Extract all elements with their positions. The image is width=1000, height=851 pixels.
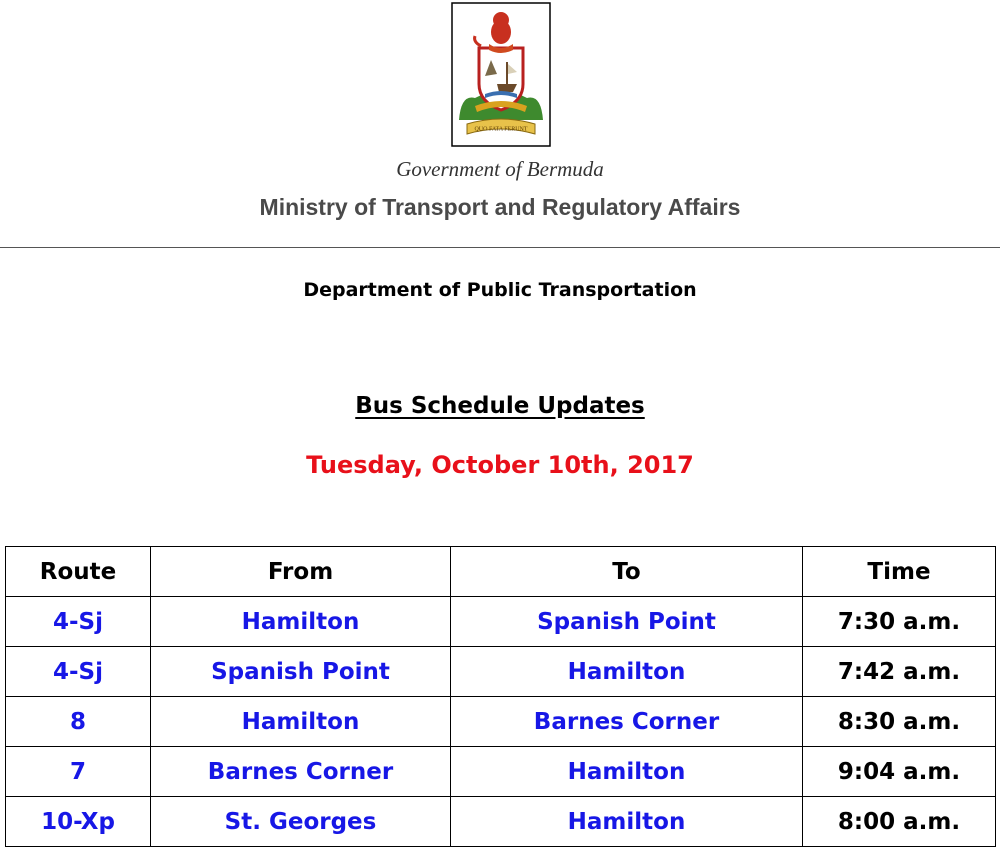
time-cell: 8:00 a.m. [803, 797, 996, 847]
to-cell: Hamilton [451, 797, 803, 847]
header-divider [0, 247, 1000, 248]
notice-title [0, 393, 1000, 419]
route-cell: 10-Xp [6, 797, 151, 847]
table-row [6, 747, 996, 797]
time-cell: 7:30 a.m. [803, 597, 996, 647]
route-cell: 8 [6, 697, 151, 747]
from-cell: Barnes Corner [151, 747, 451, 797]
from-cell: Spanish Point [151, 647, 451, 697]
table-header-row [6, 547, 996, 597]
from-cell: St. Georges [151, 797, 451, 847]
notice-title-text: Bus Schedule Updates [355, 393, 645, 419]
svg-text:QUO FATA FERUNT: QUO FATA FERUNT [474, 126, 528, 133]
column-header-time: Time [803, 547, 996, 597]
to-cell: Spanish Point [451, 597, 803, 647]
department-name: Department of Public Transportation [303, 279, 697, 301]
notice-date: Tuesday, October 10th, 2017 [306, 451, 694, 479]
route-cell: 4-Sj [6, 647, 151, 697]
bus-schedule-table [5, 546, 996, 847]
to-cell: Barnes Corner [451, 697, 803, 747]
time-cell: 7:42 a.m. [803, 647, 996, 697]
route-cell: 4-Sj [6, 597, 151, 647]
route-cell: 7 [6, 747, 151, 797]
time-cell: 9:04 a.m. [803, 747, 996, 797]
from-cell: Hamilton [151, 697, 451, 747]
column-header-to: To [451, 547, 803, 597]
table-row [6, 597, 996, 647]
table-row [6, 647, 996, 697]
government-name: Government of Bermuda [396, 157, 604, 181]
bermuda-coat-of-arms-logo [451, 2, 551, 147]
table-row [6, 697, 996, 747]
column-header-route: Route [6, 547, 151, 597]
table-row [6, 797, 996, 847]
ministry-name: Ministry of Transport and Regulatory Affairs [259, 194, 741, 220]
to-cell: Hamilton [451, 747, 803, 797]
time-cell: 8:30 a.m. [803, 697, 996, 747]
column-header-from: From [151, 547, 451, 597]
from-cell: Hamilton [151, 597, 451, 647]
to-cell: Hamilton [451, 647, 803, 697]
